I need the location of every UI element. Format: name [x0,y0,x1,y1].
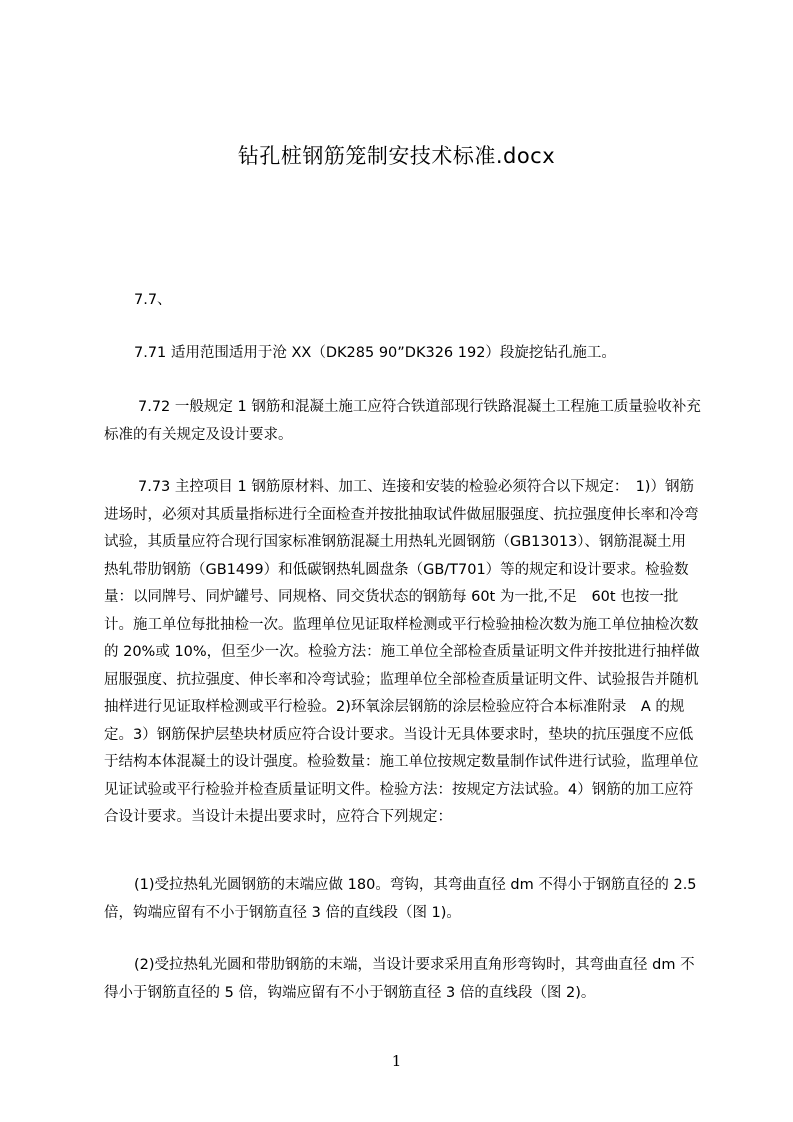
page-number: 1 [391,1052,402,1070]
paragraph-general-rules: 7.72 一般规定 1 钢筋和混凝土施工应符合铁道部现行铁路混凝土工程施工质量验收补充标准的有关规定及设计要求。 [104,399,701,443]
paragraph-main-items: 7.73 主控项目 1 钢筋原材料、加工、连接和安装的检验必须符合以下规定： 1)）钢筋进场时，必须对其质量指标进行全面检查并按批抽取试件做屈服强度、抗拉强度伸长率和冷弯试验，其质量应符合现行国家标准钢筋混凝土用热轧光圆钢筋（GB13013）、钢筋混凝土用热轧带肋钢筋（GB1499）和低碳钢热轧圆盘条（GB/T701）等的规定和设计要求。检验数量：以同牌号、同炉罐号、同规格、同交货状态的钢筋每 60t 为一批,不足 60t 也按一批计。施工单位每批抽检一次。监理单位见证取样检测或平行检验抽检次数为施工单位抽检次数的 20%或 10%，但至少一次。检验方法：施工单位全部检查质量证明文件并按批进行抽样做屈服强度、抗拉强度、伸长率和冷弯试验；监理单位全部检查质量证明文件、试验报告并随机抽样进行见证取样检测或平行检验。2)环氧涂层钢筋的涂层检验应符合本标准附录 A 的规定。3）钢筋保护层垫块材质应符合设计要求。当设计无具体要求时，垫块的抗压强度不应低于结构本体混凝土的设计强度。检验数量：施工单位按规定数量制作试件进行试验，监理单位见证试验或平行检验并检查质量证明文件。检验方法：按规定方法试验。4）钢筋的加工应符合设计要求。当设计未提出要求时，应符合下列规定： [104,479,700,825]
paragraph-scope: 7.71 适用范围适用于沧 XX（DK285 90”DK326 192）段旋挖钻孔施工。 [134,345,616,361]
paragraph-section-number: 7.7、 [134,292,172,308]
paragraph-item-1: (1)受拉热轧光圆钢筋的末端应做 180。弯钩，其弯曲直径 dm 不得小于钢筋直径的 2.5 倍，钩端应留有不小于钢筋直径 3 倍的直线段（图 1)。 [104,877,697,921]
paragraph-item-2: (2)受拉热轧光圆和带肋钢筋的末端，当设计要求采用直角形弯钩时，其弯曲直径 dm 不得小于钢筋直径的 5 倍，钩端应留有不小于钢筋直径 3 倍的直线段（图 2)。 [104,957,695,1001]
document-title: 钻孔桩钢筋笼制安技术标准.docx [237,144,556,168]
